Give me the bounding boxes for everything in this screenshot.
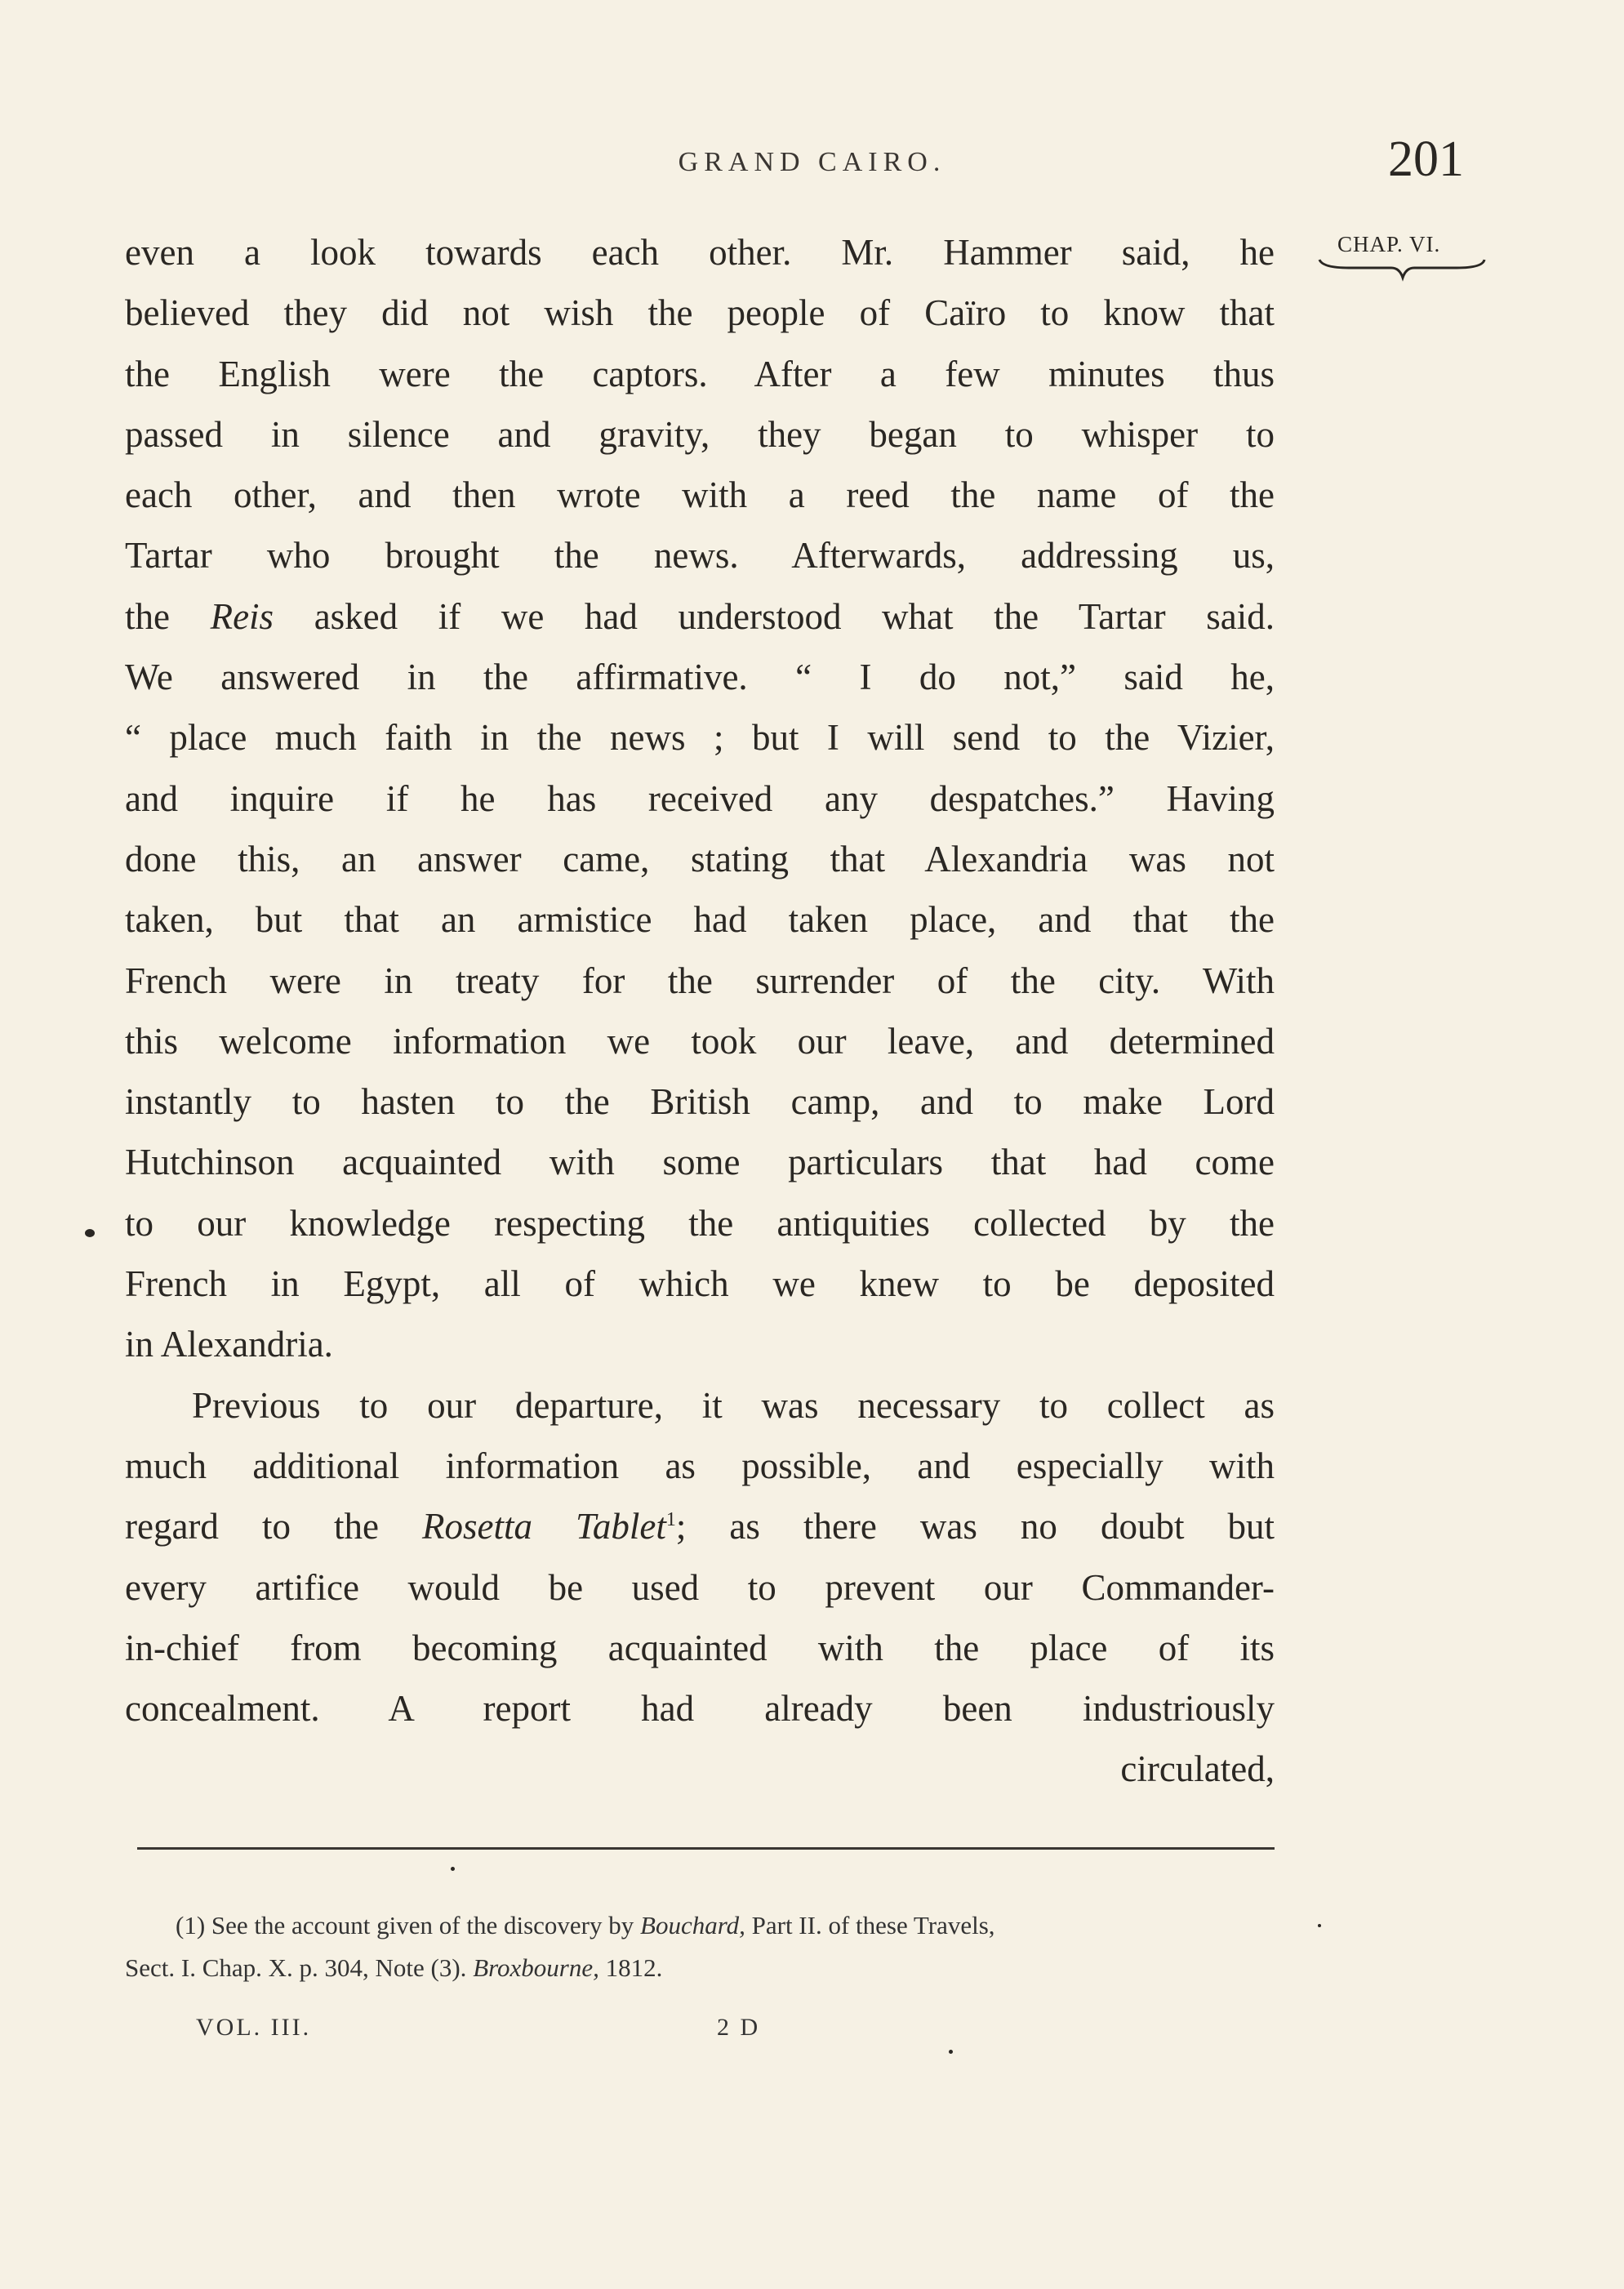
chapter-marker-text: CHAP. VI. xyxy=(1337,232,1441,256)
footnote-place: Broxbourne, xyxy=(473,1953,599,1982)
footnote-name: Bouchard, xyxy=(640,1911,745,1939)
ink-speck xyxy=(949,2050,953,2054)
body-text xyxy=(125,222,1275,1800)
text-line: the English were the captors. After a few minutes thus xyxy=(125,353,1275,394)
text-line: French were in treaty for the surrender of the city. With xyxy=(125,960,1275,1001)
text-line: taken, but that an armistice had taken place, and that the xyxy=(125,899,1275,941)
text-line: instantly to hasten to the British camp, and to make Lord xyxy=(125,1081,1275,1123)
text-line: in-chief from becoming acquainted with the place of its xyxy=(125,1627,1275,1668)
footnote-text: 1812. xyxy=(605,1953,663,1982)
text-line xyxy=(125,586,1275,647)
text-line: concealment. A report had already been industriously xyxy=(125,1688,1275,1730)
text-line: and inquire if he has received any despatches.” Having xyxy=(125,777,1275,819)
volume-signature: VOL. III. xyxy=(196,2014,312,2041)
italic-term-rosetta-tablet: Rosetta Tablet xyxy=(422,1506,666,1548)
text-line: in Alexandria. xyxy=(125,1324,333,1365)
ink-speck xyxy=(1318,1924,1321,1927)
brace-ornament-icon xyxy=(1316,256,1488,286)
text-line: done this, an answer came, stating that Alexandria was not xyxy=(125,838,1275,880)
text-line: each other, and then wrote with a reed the name of the xyxy=(125,474,1275,516)
footnote-text: (1) See the account given of the discovery by xyxy=(176,1911,634,1939)
text-line: passed in silence and gravity, they began to whisper to xyxy=(125,413,1275,455)
ink-speck xyxy=(451,1867,455,1871)
italic-term-reis: Reis xyxy=(210,595,274,637)
text-line: Previous to our departure, it was necessary to collect as xyxy=(192,1384,1275,1426)
text-line: this welcome information we took our leave, and determined xyxy=(125,1020,1275,1062)
text-segment: asked if we had understood what the Tartar said. xyxy=(314,595,1275,637)
footnote-text: Sect. I. Chap. X. p. 304, Note (3). xyxy=(125,1953,467,1982)
text-segment: regard to the xyxy=(125,1506,379,1548)
text-line xyxy=(125,1496,1275,1556)
footnote-text: Part II. of these Travels, xyxy=(751,1911,995,1939)
footnote-reference: 1 xyxy=(665,1509,676,1531)
footnote-1 xyxy=(176,1911,1275,1940)
text-line: believed they did not wish the people of Caïro to know that xyxy=(125,292,1275,334)
gathering-mark: 2 D xyxy=(717,2014,761,2041)
text-segment: ; as there was no doubt but xyxy=(675,1506,1275,1548)
running-title: GRAND CAIRO. xyxy=(678,147,946,177)
text-line: even a look towards each other. Mr. Hammer said, he xyxy=(125,232,1275,273)
text-line: every artifice would be used to prevent our Commander- xyxy=(125,1566,1275,1608)
text-line: French in Egypt, all of which we knew to be deposited xyxy=(125,1263,1275,1305)
catchword: circulated, xyxy=(1120,1748,1275,1790)
text-line: to our knowledge respecting the antiquities collected by the xyxy=(125,1202,1275,1244)
text-line: “ place much faith in the news ; but I will send to the Vizier, xyxy=(125,717,1275,759)
text-line: Tartar who brought the news. Afterwards, addressing us, xyxy=(125,535,1275,577)
chapter-marker xyxy=(1316,232,1488,286)
text-segment: the xyxy=(125,595,170,637)
page-number: 201 xyxy=(1388,131,1464,187)
footnote-1-continued xyxy=(125,1953,1275,1983)
text-line: Hutchinson acquainted with some particulars that had come xyxy=(125,1142,1275,1183)
ink-speck xyxy=(85,1229,95,1237)
text-line: much additional information as possible, and especially with xyxy=(125,1445,1275,1486)
text-line: We answered in the affirmative. “ I do not,” said he, xyxy=(125,657,1275,698)
footnote-divider xyxy=(137,1847,1275,1850)
